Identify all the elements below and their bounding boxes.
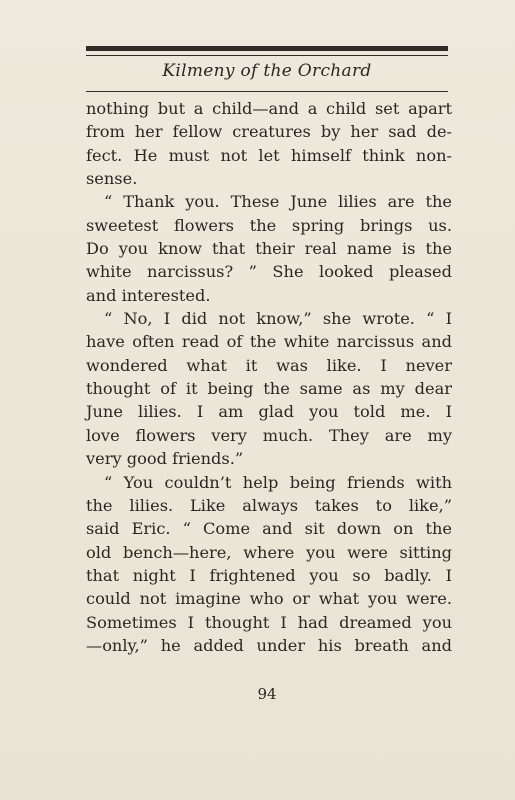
text-line: could not imagine who or what you were. (86, 589, 452, 609)
header-rule-thick (86, 46, 448, 51)
text-line: that night I frightened you so badly. I (86, 565, 452, 585)
text-line: wondered what it was like. I never (86, 355, 452, 375)
text-line: love flowers very much. They are my (86, 425, 452, 445)
text-line: thought of it being the same as my dear (86, 379, 452, 399)
text-line: the lilies. Like always takes to like,” (86, 495, 452, 515)
text-line: “ No, I did not know,” she wrote. “ I (104, 309, 452, 329)
running-head: Kilmeny of the Orchard (162, 61, 372, 81)
text-line: “ You couldn’t help being friends with (104, 472, 452, 492)
header-rule-bottom (86, 91, 448, 92)
text-line: Sometimes I thought I had dreamed you (86, 612, 452, 632)
header-rule-thin (86, 55, 448, 56)
text-line: very good friends.” (86, 449, 244, 469)
text-line: June lilies. I am glad you told me. I (86, 402, 452, 422)
text-line: old bench—here, where you were sitting (86, 542, 452, 562)
text-line: from her fellow creatures by her sad de- (86, 122, 452, 142)
text-line: fect. He must not let himself think non- (86, 145, 452, 165)
text-line: sweetest flowers the spring brings us. (86, 215, 452, 235)
text-line: said Eric. “ Come and sit down on the (86, 519, 452, 539)
text-line: white narcissus? ” She looked pleased (86, 262, 452, 282)
body-text (86, 97, 452, 657)
text-line: sense. (86, 169, 138, 189)
text-line: and interested. (86, 285, 211, 305)
text-line: “ Thank you. These June lilies are the (104, 192, 452, 212)
page-number: 94 (257, 685, 277, 703)
text-line: —only,” he added under his breath and (86, 635, 452, 655)
text-line: nothing but a child—and a child set apart (86, 99, 452, 118)
text-line: have often read of the white narcissus and (86, 332, 452, 352)
text-line: Do you know that their real name is the (86, 239, 452, 259)
